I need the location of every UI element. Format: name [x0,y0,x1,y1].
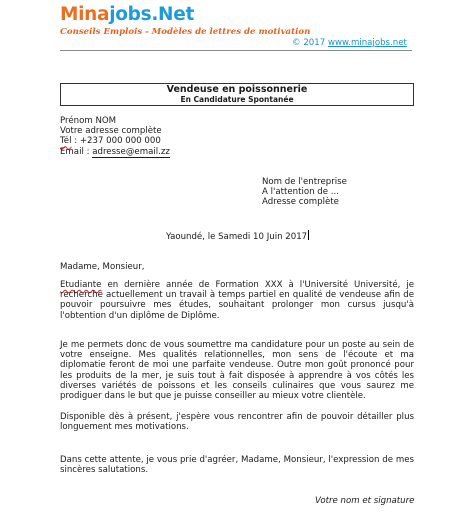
site-tagline: Conseils Emplois - Modèles de lettres de motivation [60,27,311,37]
sender-email-label: Email : [60,146,90,157]
letter-title-box [60,83,414,106]
letter-subtitle: En Candidature Spontanée [180,95,294,104]
sender-phone [60,136,170,146]
paragraph-4: Dans cette attente, je vous prie d'agréer, Madame, Monsieur, l'expression de mes sincères salutations. [60,455,414,476]
paragraph-1-text: en dernière année de Formation XXX à l'Université Université, je recherche actuellement un travail à temps partiel en qualité de vendeuse afin de pouvoir poursuivre mes études, souhaitant prolonger mon cursus jusqu'à l'obtention d'un diplôme de Diplôme. [60,280,414,321]
date-text: Yaoundé, le Samedi 10 Juin 2017 [166,232,308,242]
paragraph-1 [60,280,414,321]
salutation: Madame, Monsieur, [60,262,145,272]
signature-line: Votre nom et signature [315,496,415,506]
logo-text-mina: Mina [60,4,110,25]
sender-block [60,116,170,157]
site-link[interactable]: www.minajobs.net [327,38,407,48]
text-cursor [308,230,309,240]
recipient-company: Nom de l'entreprise [262,177,347,187]
paragraph-1-first-word: Etudiante [60,280,102,290]
sender-name: Prénom NOM [60,116,117,126]
minajobs-logo[interactable] [60,4,194,25]
sender-email [60,147,170,157]
recipient-attention: A l'attention de ... [262,187,339,198]
header-divider [60,50,412,51]
paragraph-2: Je me permets donc de vous soumettre ma candidature pour un poste au sein de votre enseigne. Mes qualités relationnelles, mon sens de l'écoute et ma diplomatie feront de moi une parfaite vendeuse. Outre mon goût prononcé pour les produits de la mer, je suis tout à fait disposée à apprendre à vos côtés les diverses variétés de poissons et les conseils culinaires que vous saurez me prodiguer dans le but que je puisse conseiller au mieux votre clientèle. [60,340,414,402]
copyright-year: © 2017 [292,38,326,48]
sender-phone-number: : +237 000 000 000 [71,136,161,147]
sender-phone-prefix: Tél [60,136,72,147]
recipient-address: Adresse complète [262,197,339,208]
date-line [166,230,309,242]
sender-address: Votre adresse complète [60,126,162,137]
letter-title: Vendeuse en poissonnerie [166,84,308,95]
recipient-block [262,177,347,208]
logo-text-jobs: jobs.Net [109,4,195,25]
copyright-notice [292,38,407,48]
paragraph-3: Disponible dès à présent, j'espère vous rencontrer afin de pouvoir détailler plus longuement mes motivations. [60,412,414,433]
sender-email-value[interactable]: adresse@email.zz [92,146,170,157]
